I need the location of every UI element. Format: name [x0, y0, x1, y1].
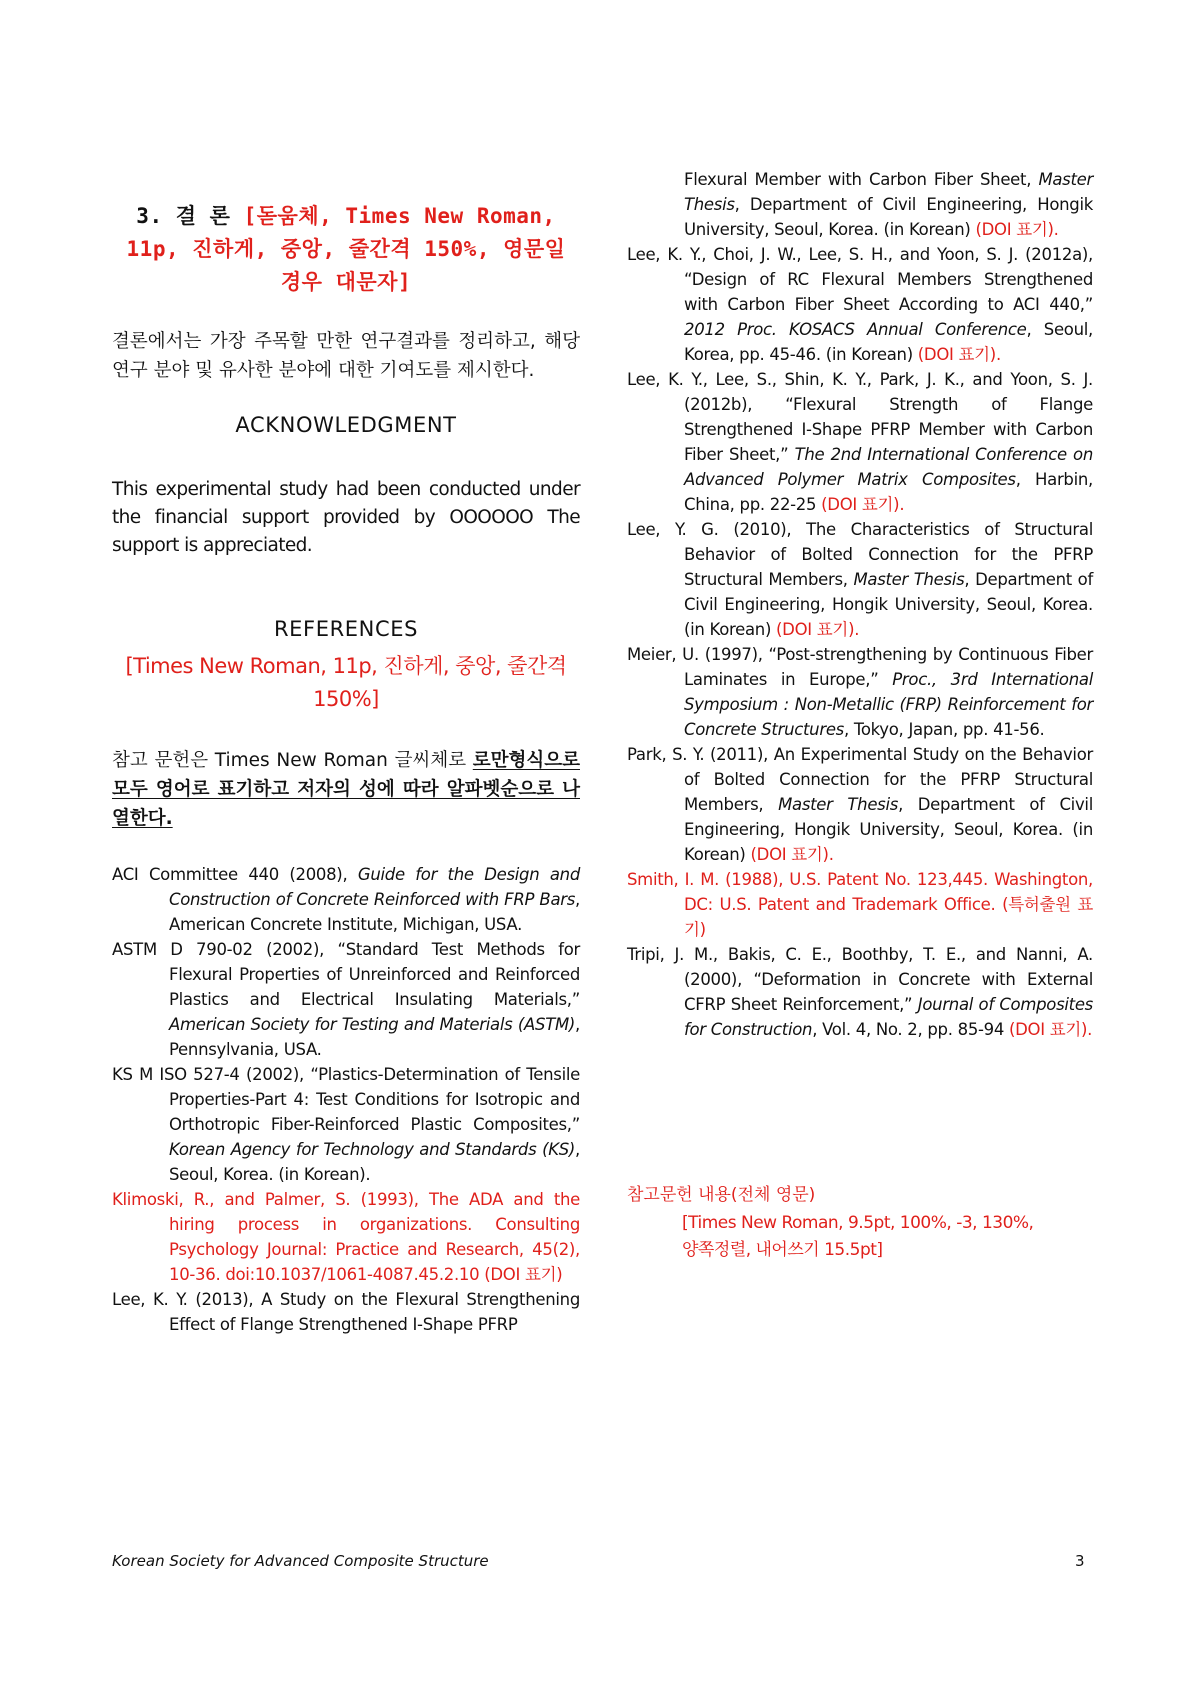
- reference-ital: Journal of Composites for Construction: [684, 995, 1093, 1039]
- reference-ital: Master Thesis: [684, 170, 1093, 214]
- reference-doi: Smith, I. M. (1988), U.S. Patent No. 123,445. Washington, DC: U.S. Patent and Trademark Office. (특허출원 표기): [627, 870, 1093, 939]
- reference-post: , Tokyo, Japan, pp. 41-56.: [843, 720, 1045, 739]
- reference-doi: (DOI 표기).: [821, 495, 905, 514]
- references-instruction: [112, 746, 580, 833]
- reference-entry: [627, 942, 1093, 1042]
- reference-ital: Master Thesis: [778, 795, 899, 814]
- reference-list-right: [627, 167, 1093, 1042]
- reference-ital: Proc., 3rd International Symposium : Non-Metallic (FRP) Reinforcement for Concrete Structures: [684, 670, 1093, 739]
- reference-post: , Department of Civil Engineering, Hongik University, Seoul, Korea. (in Korean): [684, 570, 1093, 639]
- reference-entry: [112, 862, 580, 937]
- reference-doi: Klimoski, R., and Palmer, S. (1993), The ADA and the hiring process in organizations. Consulting Psychology Journal: Practice and Research, 45(2), 10-36. doi:10.1037/1061-4087.45.2.10 (DOI 표기): [112, 1190, 580, 1284]
- section-title: [112, 200, 580, 299]
- reference-pre: Lee, K. Y. (2013), A Study on the Flexural Strengthening Effect of Flange Strengthened I-Shape PFRP: [112, 1290, 580, 1334]
- reference-post: , Harbin, China, pp. 22-25: [684, 470, 1093, 514]
- reference-entry: [112, 1187, 580, 1287]
- reference-entry: [112, 1287, 580, 1337]
- reference-ital: American Society for Testing and Materials (ASTM): [169, 1015, 576, 1034]
- reference-ital: Korean Agency for Technology and Standards (KS): [169, 1140, 576, 1159]
- reference-entry: [627, 867, 1093, 942]
- reference-doi: (DOI 표기).: [1009, 1020, 1093, 1039]
- reference-pre: Lee, K. Y., Lee, S., Shin, K. Y., Park, J. K., and Yoon, S. J. (2012b), “Flexural Strength of Flange Strengthened I-Shape PFRP Member with Carbon Fiber Sheet,”: [627, 370, 1093, 464]
- reference-entry: [627, 517, 1093, 642]
- reference-post: , Department of Civil Engineering, Hongik University, Seoul, Korea. (in Korean): [684, 195, 1093, 239]
- reference-entry: [627, 167, 1093, 242]
- reference-doi: (DOI 표기).: [750, 845, 834, 864]
- reference-entry: [627, 642, 1093, 742]
- reference-pre: Flexural Member with Carbon Fiber Sheet,: [684, 170, 1039, 189]
- content-note-title: 참고문헌 내용(전체 영문): [627, 1185, 816, 1205]
- reference-post: , Department of Civil Engineering, Hongik University, Seoul, Korea. (in Korean): [684, 795, 1093, 864]
- conclusion-body: 결론에서는 가장 주목할 만한 연구결과를 정리하고, 해당 연구 분야 및 유사한 분야에 대한 기여도를 제시한다.: [112, 331, 580, 381]
- reference-ital: Master Thesis: [853, 570, 965, 589]
- reference-entry: [627, 367, 1093, 517]
- reference-pre: KS M ISO 527-4 (2002), “Plastics-Determination of Tensile Properties-Part 4: Test Conditions for Isotropic and Orthotropic Fiber-Reinforced Plastic Composites,”: [112, 1065, 580, 1134]
- instruction-plain: 참고 문헌은 Times New Roman 글씨체로: [112, 750, 473, 771]
- page-number: 3: [1075, 1552, 1085, 1570]
- reference-pre: ASTM D 790-02 (2002), “Standard Test Methods for Flexural Properties of Unreinforced and Reinforced Plastics and Electrical Insulating Materials,”: [112, 940, 580, 1009]
- section-format-note: [돋움체, Times New Roman, 11p, 진하게, 중앙, 줄간격 150%, 영문일 경우 대문자]: [126, 204, 566, 294]
- reference-post: , Pennsylvania, USA.: [169, 1015, 580, 1059]
- reference-doi: (DOI 표기).: [975, 220, 1059, 239]
- reference-ital: The 2nd International Conference on Advanced Polymer Matrix Composites: [684, 445, 1093, 489]
- content-note-line-2: 양쪽정렬, 내어쓰기 15.5pt]: [682, 1240, 883, 1260]
- references-format-note: [Times New Roman, 11p, 진하게, 중앙, 줄간격 150%]: [125, 654, 567, 711]
- reference-list-left: [112, 862, 580, 1337]
- instruction-emphasis: 로만형식으로 모두 영어로 표기하고 저자의 성에 따라 알파벳순으로 나열한다.: [112, 750, 580, 829]
- reference-post: , American Concrete Institute, Michigan, USA.: [169, 890, 580, 934]
- reference-ital: 2012 Proc. KOSACS Annual Conference: [684, 320, 1027, 339]
- reference-post: , Seoul, Korea. (in Korean).: [169, 1140, 580, 1184]
- reference-entry: [112, 937, 580, 1062]
- acknowledgment-heading: ACKNOWLEDGMENT: [235, 413, 457, 437]
- reference-pre: Lee, Y. G. (2010), The Characteristics of Structural Behavior of Bolted Connection for the PFRP Structural Members,: [627, 520, 1093, 589]
- acknowledgment-body: This experimental study had been conducted under the financial support provided by OOOOOO The support is appreciated.: [112, 479, 580, 556]
- content-note-body: [682, 1210, 1033, 1264]
- reference-pre: Lee, K. Y., Choi, J. W., Lee, S. H., and Yoon, S. J. (2012a), “Design of RC Flexural Members Strengthened with Carbon Fiber Sheet According to ACI 440,”: [627, 245, 1093, 314]
- footer-journal-name: Korean Society for Advanced Composite Structure: [112, 1552, 489, 1570]
- reference-doi: (DOI 표기).: [917, 345, 1001, 364]
- reference-pre: ACI Committee 440 (2008),: [112, 865, 358, 884]
- references-heading: REFERENCES: [273, 617, 419, 641]
- reference-entry: [112, 1062, 580, 1187]
- reference-post: , Vol. 4, No. 2, pp. 85-94: [812, 1020, 1010, 1039]
- section-number: 3. 결 론: [136, 204, 231, 228]
- reference-entry: [627, 242, 1093, 367]
- reference-pre: Tripi, J. M., Bakis, C. E., Boothby, T. E., and Nanni, A. (2000), “Deformation in Concrete with External CFRP Sheet Reinforcement,”: [627, 945, 1093, 1014]
- reference-doi: (DOI 표기).: [776, 620, 860, 639]
- content-note-line-1: [Times New Roman, 9.5pt, 100%, -3, 130%,: [682, 1213, 1034, 1233]
- reference-pre: Meier, U. (1997), “Post-strengthening by Continuous Fiber Laminates in Europe,”: [627, 645, 1093, 689]
- reference-ital: Guide for the Design and Construction of Concrete Reinforced with FRP Bars: [169, 865, 580, 909]
- reference-post: , Seoul, Korea, pp. 45-46. (in Korean): [684, 320, 1093, 364]
- reference-pre: Park, S. Y. (2011), An Experimental Study on the Behavior of Bolted Connection for the PFRP Structural Members,: [627, 745, 1093, 814]
- reference-entry: [627, 742, 1093, 867]
